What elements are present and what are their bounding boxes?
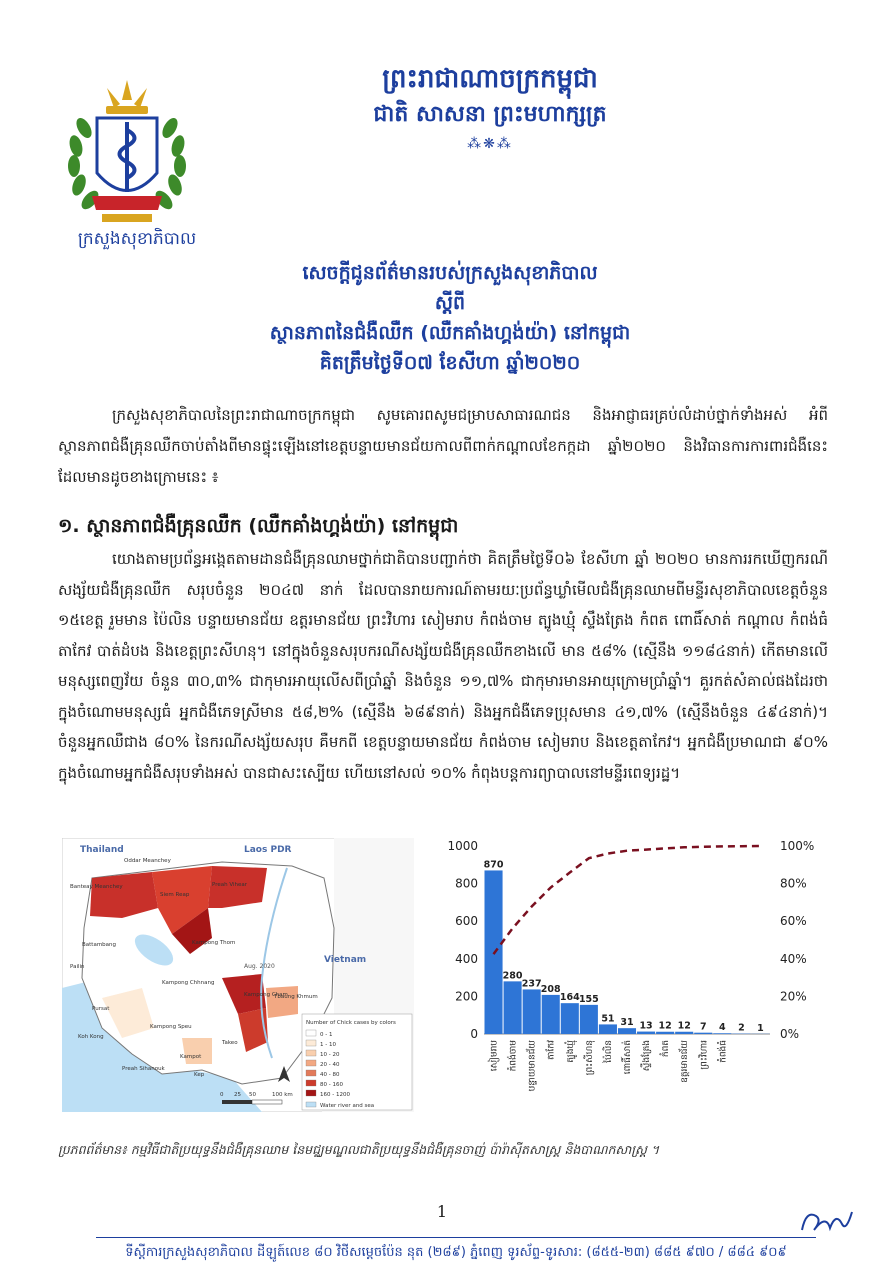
bar-value-label: 1 <box>757 1022 764 1034</box>
bar <box>504 981 522 1034</box>
category-label: ត្បូងឃ្មុំ <box>565 1040 576 1063</box>
bar-value-label: 31 <box>620 1017 634 1029</box>
province-label: Oddar Meanchey <box>124 858 171 864</box>
y-left-tick: 200 <box>455 989 478 1004</box>
legend-water: Water river and sea <box>320 1103 375 1109</box>
province-label: Pursat <box>92 1006 110 1012</box>
province-label: Tbaung Khmum <box>274 994 318 1000</box>
page-number: 1 <box>436 1202 448 1221</box>
legend-label: 160 - 1200 <box>320 1092 350 1098</box>
map-label-thailand: Thailand <box>80 845 124 855</box>
ministry-emblem-icon <box>62 78 192 228</box>
bar-value-label: 2 <box>738 1022 745 1034</box>
map-region-kampot <box>182 1038 212 1064</box>
legend-label: 40 - 80 <box>320 1072 340 1078</box>
map-label-vietnam: Vietnam <box>324 955 367 965</box>
pareto-chart <box>440 838 840 1138</box>
bar <box>618 1028 636 1034</box>
category-label: ស្ទឹងត្រែង <box>642 1040 653 1072</box>
province-label: Battambang <box>82 942 117 948</box>
bar-value-label: 7 <box>699 1021 707 1033</box>
legend-title: Number of Chick cases by colors <box>306 1020 396 1026</box>
bar-value-label: 4 <box>719 1022 726 1034</box>
legend-swatch <box>306 1030 316 1036</box>
map-label-laos: Laos PDR <box>244 845 292 855</box>
category-label: កំពង់ធំ <box>718 1040 729 1063</box>
category-label: សៀមរាប <box>489 1040 500 1072</box>
category-label: ព្រះសីហនុ <box>584 1040 595 1076</box>
province-label: Siem Reap <box>160 892 190 898</box>
bar <box>599 1024 617 1034</box>
y-right-tick: 60% <box>780 914 807 929</box>
y-right-tick: 0% <box>780 1027 800 1041</box>
category-label: កំពង់ចាម <box>508 1040 519 1072</box>
bar-value-label: 237 <box>521 978 542 990</box>
province-label: Kep <box>194 1072 205 1078</box>
province-label: Takeo <box>222 1040 238 1046</box>
footer-address: ទីស្តីការក្រសួងសុខាភិបាល ដីឡូត៍លេខ ៨០ វិថីសម្តេចប៉ែន នុត (២៨៩) ភ្នំពេញ ទូរស័ព្ទ-ទូរសារ: (៨៥៥-២៣) ៨៨៥ ៩៧០ / ៨៨៤ ៩០៩ <box>125 1245 787 1260</box>
bar <box>713 1033 731 1034</box>
legend-label: 10 - 20 <box>320 1052 340 1058</box>
cumulative-line <box>494 846 761 954</box>
province-label: Pailin <box>70 964 85 970</box>
province-label: Kampong Thom <box>192 940 236 946</box>
map-legend <box>302 1014 412 1110</box>
bar-value-label: 208 <box>540 983 561 995</box>
scale-label-25: 25 <box>234 1092 241 1098</box>
bar-value-label: 12 <box>677 1020 691 1032</box>
legend-label: 80 - 160 <box>320 1082 343 1088</box>
title-line-1: សេចក្តីជូនព័ត៌មានរបស់ក្រសួងសុខាភិបាល <box>302 262 598 284</box>
ministry-name: ក្រសួងសុខាភិបាល <box>77 229 197 249</box>
legend-swatch <box>306 1040 316 1046</box>
province-label: Kampong Cham <box>244 992 288 998</box>
y-right-tick: 40% <box>780 951 807 966</box>
legend-swatch <box>306 1090 316 1096</box>
scale-label-50: 50 <box>249 1092 256 1098</box>
y-right-tick: 80% <box>780 876 807 891</box>
section-1-heading: ១. ស្ថានភាពជំងឺគ្រុនឈឺក (ឈឺកគាំងហ្គង់យ៉ា) នៅកម្ពុជា <box>58 515 459 537</box>
title-block <box>150 258 750 378</box>
bar <box>561 1003 579 1034</box>
legend-label: 20 - 40 <box>320 1062 340 1068</box>
bar <box>580 1005 598 1034</box>
legend-swatch <box>306 1080 316 1086</box>
legend-label: 0 - 1 <box>320 1032 333 1038</box>
figure-caption: ប្រភពព័ត៌មាន៖ កម្មវិធីជាតិប្រយុទ្ធនឹងជំងឺគ្រុនឈាម នៃមជ្ឈមណ្ឌលជាតិប្រយុទ្ធនឹងជំងឺគ្រុនចាញ់ ប៉ារ៉ាស៊ីតសាស្ត្រ និងបាណកសាស្ត្រ ។ <box>58 1142 660 1157</box>
province-label: Kampong Speu <box>150 1024 192 1030</box>
ornament-divider: ⁂❋⁂ <box>467 136 513 152</box>
legend-swatch <box>306 1070 316 1076</box>
province-label: Preah Vihear <box>212 882 248 888</box>
scale-label-0: 0 <box>220 1092 224 1098</box>
bar <box>656 1032 674 1034</box>
legend-swatch <box>306 1050 316 1056</box>
y-right-tick: 20% <box>780 989 807 1004</box>
bar <box>523 989 541 1034</box>
legend-label: 1 - 10 <box>320 1042 336 1048</box>
province-label: Banteay Meanchey <box>70 884 123 890</box>
intro-paragraph: ក្រសួងសុខាភិបាលនៃព្រះរាជាណាចក្រកម្ពុជា សូមគោរពសូមជម្រាបសាធារណជន និងអាជ្ញាធរគ្រប់លំដាប់ថ្នាក់ទាំងអស់ អំពីស្ថានភាពជំងឺគ្រុនឈឺកចាប់តាំងពីមានផ្ទុះឡើងនៅខេត្តបន្ទាយមានជ័យកាលពីពាក់កណ្តាលខែកក្កដា ឆ្នាំ២០២០ និងវិធានការការពារជំងឺនេះ ដែលមានដូចខាងក្រោមនេះ ៖ <box>58 406 828 486</box>
category-label: ឧត្តរមានជ័យ <box>680 1040 691 1083</box>
bar <box>675 1032 693 1034</box>
y-left-tick: 1000 <box>447 839 478 853</box>
title-line-3: ស្ថានភាពនៃជំងឺឈឺក (ឈឺកគាំងហ្គង់យ៉ា) នៅកម្ពុជា <box>269 322 631 344</box>
cambodia-case-map <box>62 838 414 1112</box>
category-label: ពោធិ៍សាត់ <box>623 1040 633 1075</box>
category-label: ប៉ៃលិន <box>603 1040 614 1063</box>
bar-value-label: 12 <box>658 1020 672 1032</box>
y-left-tick: 0 <box>470 1027 478 1041</box>
province-label: Kampong Chhnang <box>162 980 215 986</box>
bar <box>542 995 560 1034</box>
map-region-tbaung-khmum <box>266 986 298 1018</box>
bar-value-label: 13 <box>639 1020 653 1032</box>
category-label: តាកែវ <box>546 1040 557 1060</box>
map-date-note: Aug. 2020 <box>244 963 275 970</box>
bar <box>694 1033 712 1034</box>
province-label: Kampot <box>180 1054 202 1060</box>
legend-swatch <box>306 1060 316 1066</box>
bar-value-label: 164 <box>559 992 580 1004</box>
province-label: Koh Kong <box>78 1034 104 1040</box>
footer-divider <box>96 1237 816 1238</box>
category-label: ព្រះវិហារ <box>699 1040 710 1070</box>
category-label: កំពត <box>661 1040 672 1058</box>
national-motto: ជាតិ សាសនា ព្រះមហាក្សត្រ <box>373 102 607 127</box>
y-left-tick: 600 <box>455 914 478 929</box>
bar <box>637 1032 655 1034</box>
bar-value-label: 870 <box>483 859 504 871</box>
bar-value-label: 51 <box>601 1013 615 1025</box>
bar-value-label: 280 <box>502 970 523 982</box>
kingdom-heading: ព្រះរាជាណាចក្រកម្ពុជា <box>382 64 598 94</box>
signature-mark <box>796 1204 856 1238</box>
y-right-tick: 100% <box>780 839 815 853</box>
bar-value-label: 155 <box>578 993 599 1005</box>
y-left-tick: 400 <box>455 951 478 966</box>
category-label: បន្ទាយមានជ័យ <box>527 1040 538 1092</box>
title-line-2: ស្តីពី <box>434 292 466 314</box>
title-line-4: គិតត្រឹមថ្ងៃទី០៧ ខែសីហា ឆ្នាំ២០២០ <box>319 352 581 374</box>
section-1-body: យោងតាមប្រព័ន្ធអង្កេតតាមដានជំងឺគ្រុនឈាមថ្នាក់ជាតិបានបញ្ជាក់ថា គិតត្រឹមថ្ងៃទី០៦ ខែសីហា ឆ្នាំ ២០២០ មានការរកឃើញករណីសង្ស័យជំងឺគ្រុនឈឺក សរុបចំនួន ២០៤៧ នាក់ ដែលបានរាយការណ៍តាមរយៈប្រព័ន្ធឃ្លាំមើលជំងឺគ្រុនឈាមពីមន្ទីរសុខាភិបាលខេត្តចំនួន ១៥ខេត្ត រួមមាន ប៉ៃលិន បន្ទាយមានជ័យ ឧត្តរមានជ័យ ព្រះវិហារ សៀមរាប កំពង់ចាម ត្បូងឃ្មុំ ស្ទឹងត្រែង កំពត ពោធិ៍សាត់ កណ្តាល កំពង់ធំ តាកែវ បាត់ដំបង និងខេត្តព្រះសីហនុ។ នៅក្នុងចំនួនសរុបករណីសង្ស័យជំងឺគ្រុនឈឺកខាងលើ មាន ៥៨% (ស្មើនឹង ១១៨៤នាក់) កើតមានលើមនុស្សពេញវ័យ ចំនួន ៣០,៣% ជាកុមារអាយុលើសពីប្រាំឆ្នាំ និងចំនួន ១១,៧% ជាកុមារមានអាយុក្រោមប្រាំឆ្នាំ។ គួរកត់សំគាល់ផងដែរថា ក្នុងចំណោមមនុស្សធំ អ្នកជំងឺភេទស្រីមាន ៥៨,២% (ស្មើនឹង ៦៨៩នាក់) និងអ្នកជំងឺភេទប្រុសមាន ៤១,៧% (ស្មើនឹងចំនួន ៤៩៤នាក់)។ ចំនួនអ្នកឈឺជាង ៨០% នៃករណីសង្ស័យសរុប គឺមកពី ខេត្តបន្ទាយមានជ័យ កំពង់ចាម សៀមរាប និងខេត្តតាកែវ។ អ្នកជំងឺប្រមាណជា ៩០% ក្នុងចំណោមអ្នកជំងឺសរុបទាំងអស់ បានជាសះស្បើយ ហើយនៅសល់ ១០% កំពុងបន្តការព្យាបាលនៅមន្ទីរពេទ្យរដ្ឋ។ <box>58 550 828 782</box>
province-label: Preah Sihanouk <box>122 1066 165 1072</box>
y-left-tick: 800 <box>455 876 478 891</box>
scale-label-100km: 100 km <box>272 1092 293 1098</box>
